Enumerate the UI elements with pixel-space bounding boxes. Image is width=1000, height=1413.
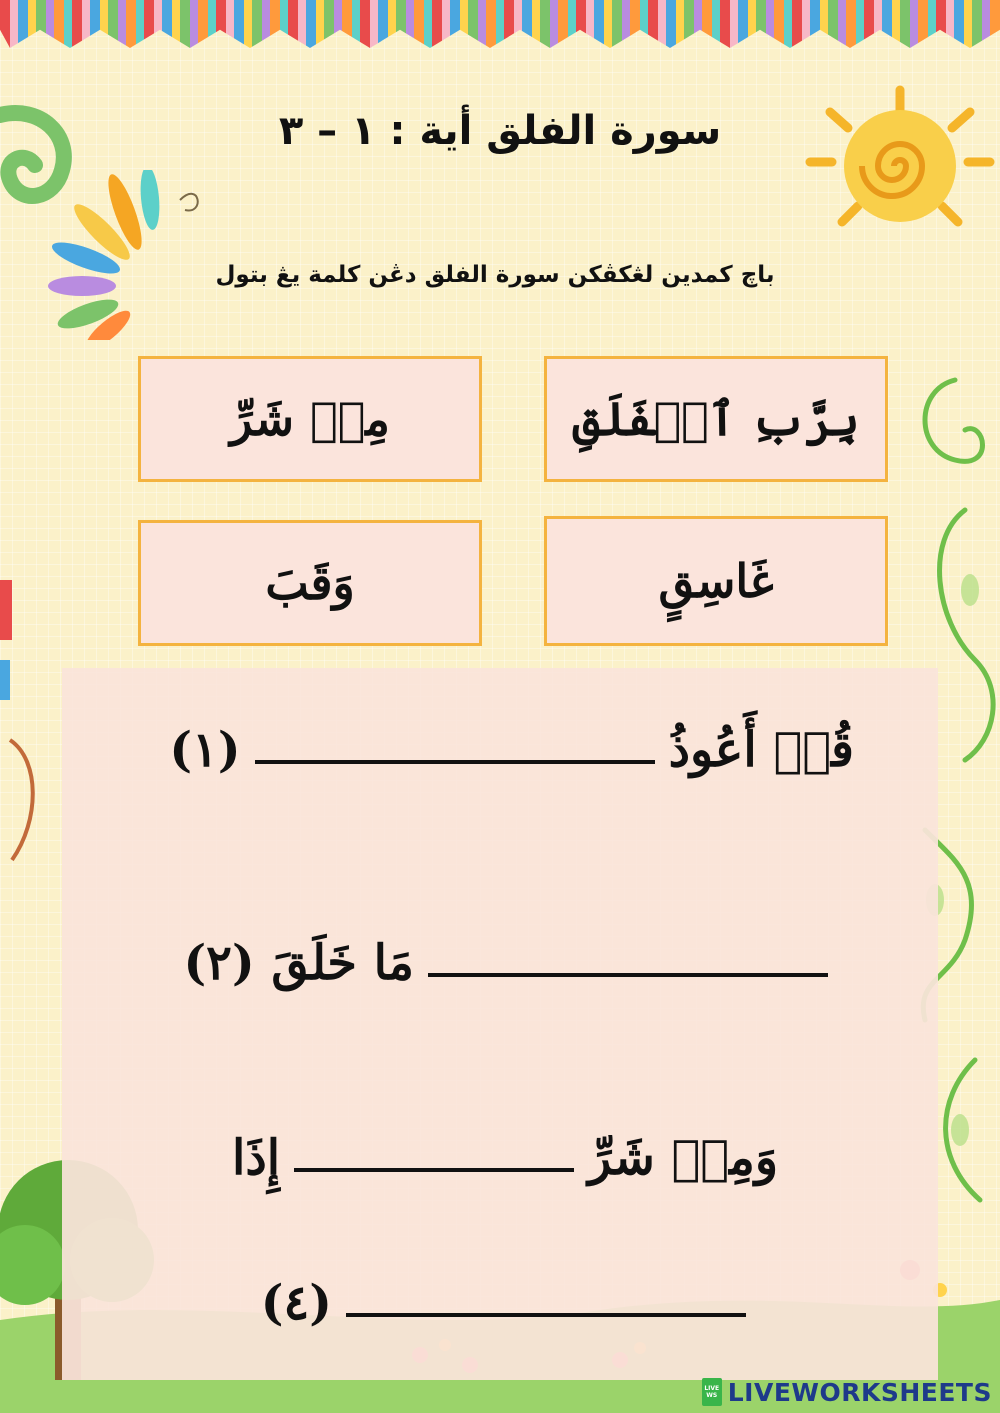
verse-line-1 bbox=[169, 722, 854, 778]
left-vine-icon bbox=[0, 560, 60, 880]
butterfly-fan-icon bbox=[30, 170, 210, 340]
verse-text-after: (١) bbox=[169, 722, 241, 778]
verse-text-before: وَمِنۡ شَرِّ bbox=[588, 1130, 778, 1186]
blank-drop-zone-1[interactable] bbox=[255, 750, 655, 764]
pencil-border bbox=[0, 0, 1000, 48]
verse-line-3 bbox=[232, 1130, 778, 1186]
blank-drop-zone-3[interactable] bbox=[294, 1158, 574, 1172]
liveworksheets-footer[interactable] bbox=[702, 1375, 992, 1409]
word-card-label: مِنۡ شَرِّ bbox=[230, 392, 390, 446]
verse-text-after: إِذَا bbox=[232, 1130, 281, 1186]
word-card-label: غَاسِقٍ bbox=[658, 554, 774, 608]
word-card-ghasiqin[interactable] bbox=[544, 516, 888, 646]
verse-text-after: مَا خَلَقَ (٢) bbox=[183, 935, 414, 991]
verse-line-4 bbox=[261, 1275, 760, 1331]
blank-drop-zone-2[interactable] bbox=[428, 963, 828, 977]
verse-line-2 bbox=[183, 935, 842, 991]
brand-name: LIVEWORKSHEETS bbox=[727, 1377, 992, 1407]
verse-text-after: (٤) bbox=[260, 1275, 332, 1331]
worksheet-instruction: باچ كمدين لڠكڤكن سورة الفلق دڠن كلمة يڠ بتول bbox=[215, 262, 775, 288]
word-card-label: بِرَّبِ ٱلۡفَلَقِ bbox=[572, 392, 860, 446]
word-card-label: وَقَبَ bbox=[265, 556, 355, 610]
verse-text-before: قُلۡ أَعُوذُ bbox=[668, 722, 854, 778]
blank-drop-zone-4[interactable] bbox=[346, 1303, 746, 1317]
worksheet-title: سورة الفلق أية : ١ – ٣ bbox=[278, 108, 722, 154]
sun-icon bbox=[800, 82, 1000, 252]
word-card-birabbil-falaq[interactable] bbox=[544, 356, 888, 482]
word-card-min-sharri[interactable] bbox=[138, 356, 482, 482]
word-card-waqab[interactable] bbox=[138, 520, 482, 646]
liveworksheets-logo-icon: LIVE WS bbox=[702, 1378, 722, 1406]
